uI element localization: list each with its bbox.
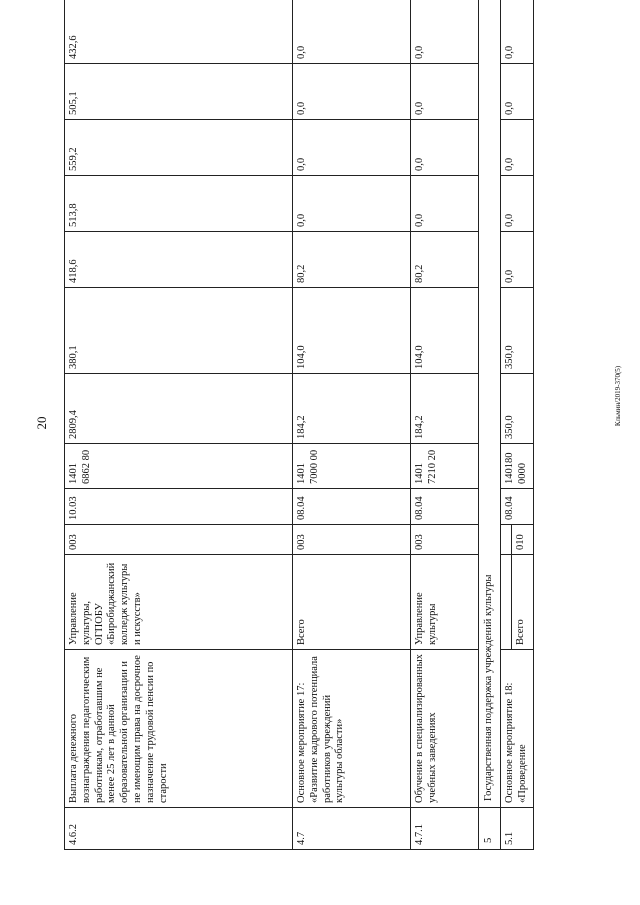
section-row (479, 0, 501, 850)
row-number: 4.7.1 (411, 808, 479, 850)
csr-code: 1401 7210 20 (411, 444, 479, 489)
value-total: 184,2 (411, 374, 479, 444)
value-year: 380,1 (65, 288, 293, 374)
responsible: Всего (293, 555, 411, 650)
value-year: 0,0 (411, 64, 479, 120)
value-year: 0,0 (501, 120, 534, 176)
grbs-cell (501, 525, 534, 555)
rotated-table (64, 35, 526, 850)
measure-name: Основное мероприятие 18: «Проведение (501, 650, 534, 808)
table-row (411, 0, 479, 850)
value-year: 559,2 (65, 120, 293, 176)
value-year: 0,0 (501, 232, 534, 288)
responsible: Управление культуры, ОГПОБУ «Биробиджанский колледж культуры и искусств» (65, 555, 293, 650)
value-year: 418,6 (65, 232, 293, 288)
value-total: 184,2 (293, 374, 411, 444)
row-number: 4.7 (293, 808, 411, 850)
value-year: 0,0 (501, 0, 534, 64)
row-number: 4.6.2 (65, 808, 293, 850)
value-year: 80,2 (293, 232, 411, 288)
grbs-code: 003 (65, 525, 293, 555)
value-year: 513,8 (65, 176, 293, 232)
measure-name: Выплата денежного вознаграждения педагогическим работникам, отработавшим не менее 25 лет в данной образовательной организации и не имеющим права на досрочное назначение трудовой пенсии по старости (65, 650, 293, 808)
value-year: 0,0 (411, 176, 479, 232)
value-year: 0,0 (411, 120, 479, 176)
grbs-code: 003 (293, 525, 411, 555)
value-year: 0,0 (501, 176, 534, 232)
value-year: 0,0 (293, 64, 411, 120)
value-total: 350,0 (501, 374, 534, 444)
value-year: 0,0 (411, 0, 479, 64)
value-year: 505,1 (65, 64, 293, 120)
responsible-cell (501, 555, 534, 650)
value-year: 0,0 (293, 120, 411, 176)
value-year: 80,2 (411, 232, 479, 288)
measure-name: Обучение в специализированных учебных заведениях (411, 650, 479, 808)
rzpr-code: 08.04 (293, 489, 411, 525)
section-number: 5 (479, 808, 501, 850)
document-stamp: Кльмин/2019-370(5) (614, 365, 622, 427)
value-year: 104,0 (293, 288, 411, 374)
value-year: 104,0 (411, 288, 479, 374)
section-title: Государственная поддержка учреждений культуры (479, 0, 501, 808)
rzpr-code: 08.04 (411, 489, 479, 525)
table-container (64, 35, 526, 850)
value-year: 0,0 (293, 176, 411, 232)
value-year: 0,0 (501, 64, 534, 120)
grbs-code: 010 (515, 534, 526, 550)
table-row (293, 0, 411, 850)
value-year: 350,0 (501, 288, 534, 374)
value-year: 0,0 (293, 0, 411, 64)
page-number: 20 (34, 416, 49, 430)
grbs-code: 003 (411, 525, 479, 555)
csr-code: 1401 6862 80 (65, 444, 293, 489)
rzpr-code: 10.03 (65, 489, 293, 525)
value-year: 432,6 (65, 0, 293, 64)
csr-code: 140180 0000 (501, 444, 534, 489)
row-number: 5.1 (501, 808, 534, 850)
responsible: Управление культуры (411, 555, 479, 650)
csr-code: 1401 7000 00 (293, 444, 411, 489)
measure-name: Основное мероприятие 17: «Развитие кадрового потенциала работников учреждений культуры области» (293, 650, 411, 808)
table-row (65, 0, 293, 850)
budget-table (64, 0, 534, 850)
table-row (501, 0, 534, 850)
value-total: 2809,4 (65, 374, 293, 444)
rzpr-code: 08.04 (501, 489, 534, 525)
responsible: Всего (515, 619, 526, 645)
